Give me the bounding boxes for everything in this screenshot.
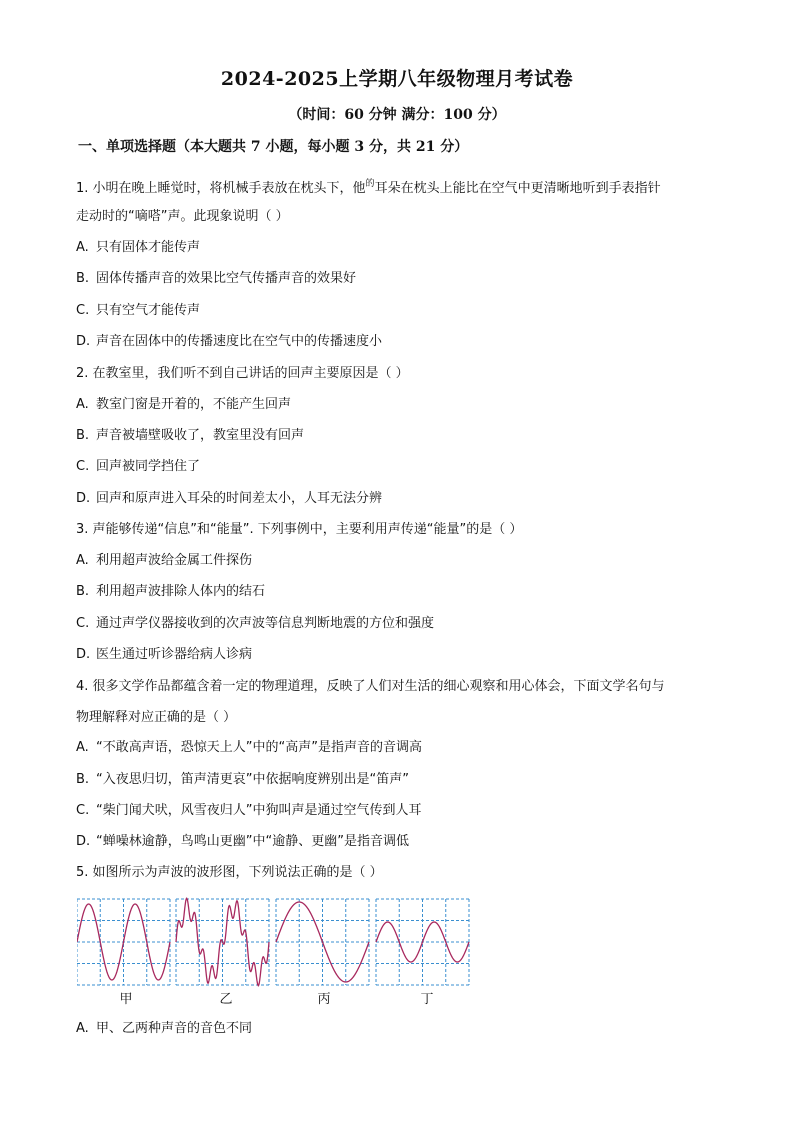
q2-option-a[interactable]	[76, 396, 291, 414]
option-label: B.	[76, 428, 90, 443]
q1-option-a[interactable]	[76, 239, 200, 257]
option-label: D.	[76, 647, 91, 662]
q4-option-a[interactable]	[76, 739, 422, 757]
question-2-stem: 2. 在教室里，我们听不到自己讲话的回声主要原因是（ ）	[76, 366, 409, 381]
question-1-stem-line2: 走动时的“嘀嗒”声。此现象说明（ ）	[76, 209, 289, 224]
option-label: C.	[76, 803, 90, 818]
option-label: B.	[76, 772, 90, 787]
figure-label-yi: 乙	[219, 992, 233, 1007]
figure-label-jia: 甲	[119, 992, 133, 1007]
q3-option-c[interactable]	[76, 615, 434, 633]
q4-option-d[interactable]	[76, 833, 409, 851]
option-text: 回声被同学挡住了	[96, 459, 201, 474]
q4-option-c[interactable]	[76, 802, 421, 820]
figure-label-ding: 丁	[420, 992, 434, 1007]
section-heading: 一、单项选择题（本大题共 7 小题，每小题 3 分，共 21 分）	[78, 139, 469, 155]
exam-subtitle: （时间：60 分钟 满分：100 分）	[288, 107, 506, 123]
option-label: D.	[76, 834, 91, 849]
exam-title: 2024-2025上学期八年级物理月考试卷	[220, 68, 574, 90]
waveform-grids	[77, 899, 469, 985]
question-5-stem: 5. 如图所示为声波的波形图，下列说法正确的是（ ）	[76, 865, 383, 880]
q5-option-a[interactable]	[76, 1020, 252, 1038]
option-text: 声音在固体中的传播速度比在空气中的传播速度小	[96, 334, 383, 349]
question-3-stem: 3. 声能够传递“信息”和“能量”. 下列事例中，主要利用声传递“能量”的是（ ）	[76, 522, 523, 537]
option-label: A.	[76, 553, 89, 568]
option-text: 医生通过听诊器给病人诊病	[96, 647, 253, 662]
option-label: A.	[76, 397, 89, 412]
option-text: 利用超声波给金属工件探伤	[96, 553, 253, 568]
q4-option-b[interactable]	[76, 771, 409, 789]
option-text: “柴门闻犬吠，风雪夜归人”中狗叫声是通过空气传到人耳	[96, 803, 422, 818]
q1-stem-sup: 的	[365, 179, 375, 189]
q1-stem-part-a: 1. 小明在晚上睡觉时，将机械手表放在枕头下，他	[76, 181, 366, 196]
q1-option-c[interactable]	[76, 302, 200, 320]
option-label: B.	[76, 271, 90, 286]
option-label: C.	[76, 616, 90, 631]
option-text: 只有空气才能传声	[96, 303, 201, 318]
q1-stem-part-b: 耳朵在枕头上能比在空气中更清晰地听到手表指针	[374, 181, 661, 196]
option-text: 教室门窗是开着的，不能产生回声	[96, 397, 292, 412]
option-text: 回声和原声进入耳朵的时间差太小，人耳无法分辨	[96, 491, 383, 506]
question-1-stem-line1	[76, 175, 661, 198]
option-text: 声音被墙壁吸收了，教室里没有回声	[96, 428, 305, 443]
q1-option-d[interactable]	[76, 333, 382, 351]
option-text: “入夜思归切，笛声清更哀”中依据响度辨别出是“笛声”	[96, 772, 409, 787]
option-text: 通过声学仪器接收到的次声波等信息判断地震的方位和强度	[96, 616, 435, 631]
option-label: C.	[76, 459, 90, 474]
figure-label-bing: 丙	[317, 992, 331, 1007]
option-text: 利用超声波排除人体内的结石	[96, 584, 266, 599]
option-text: 只有固体才能传声	[96, 240, 201, 255]
waveform-curves	[77, 898, 469, 985]
q3-option-b[interactable]	[76, 583, 265, 601]
option-text: “蝉噪林逾静，鸟鸣山更幽”中“逾静、更幽”是指音调低	[96, 834, 409, 849]
option-label: C.	[76, 303, 90, 318]
q2-option-c[interactable]	[76, 458, 200, 476]
q1-option-b[interactable]	[76, 270, 356, 288]
option-label: A.	[76, 740, 89, 755]
option-text: “不敢高声语，恐惊天上人”中的“高声”是指声音的音调高	[96, 740, 422, 755]
q2-option-d[interactable]	[76, 490, 382, 508]
q3-option-a[interactable]	[76, 552, 252, 570]
option-label: D.	[76, 491, 91, 506]
q2-option-b[interactable]	[76, 427, 304, 445]
option-label: D.	[76, 334, 91, 349]
option-label: B.	[76, 584, 90, 599]
q3-option-d[interactable]	[76, 646, 252, 664]
option-text: 固体传播声音的效果比空气传播声音的效果好	[96, 271, 357, 286]
option-label: A.	[76, 240, 89, 255]
option-text: 甲、乙两种声音的音色不同	[96, 1021, 253, 1036]
question-4-stem-line1: 4. 很多文学作品都蕴含着一定的物理道理，反映了人们对生活的细心观察和用心体会，下面文学名句与	[76, 679, 665, 694]
option-label: A.	[76, 1021, 89, 1036]
question-4-stem-line2: 物理解释对应正确的是（ ）	[76, 710, 237, 725]
